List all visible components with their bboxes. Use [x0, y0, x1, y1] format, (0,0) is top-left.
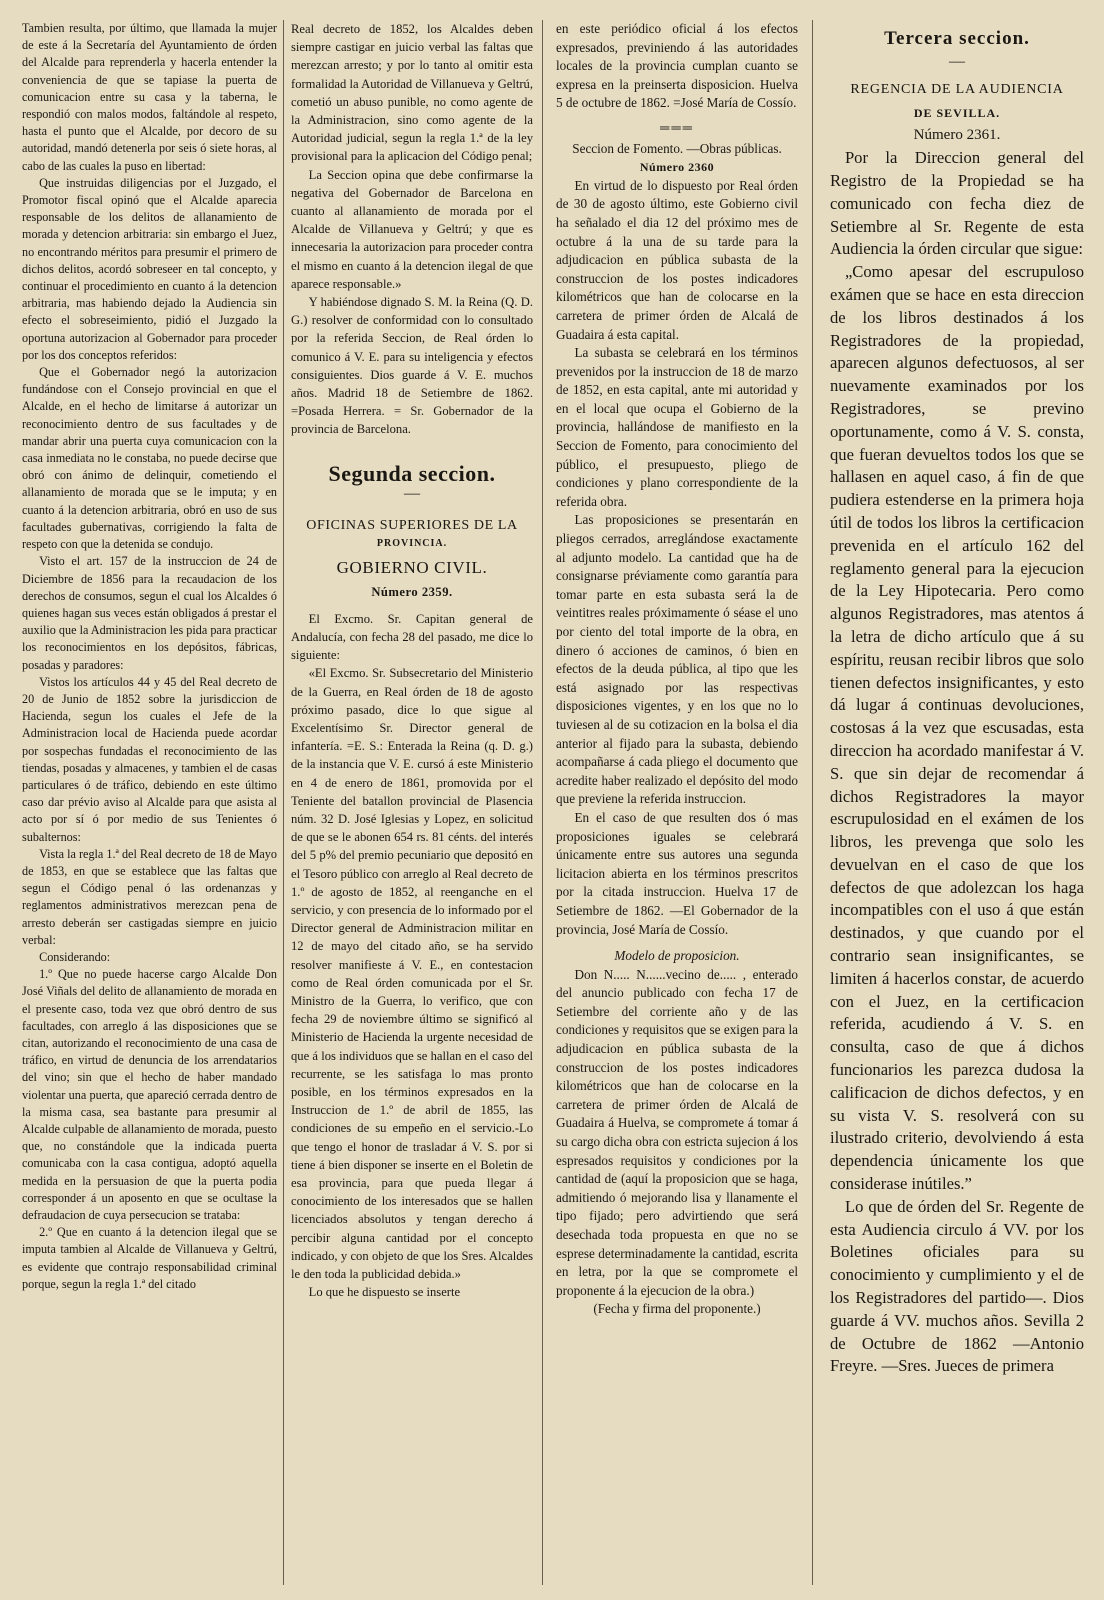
paragraph: Visto el art. 157 de la instruccion de 24 de Diciembre de 1856 para la recaudacion de los derechos de consumos, segun el cual los Alcaldes ó quienes hagan sus veces están obligados á prestar el auxilio que la Administracion les pida para practicar los reconocimientos en los depósitos, fábricas, posadas y paradores: — [22, 554, 277, 672]
column-2 — [291, 20, 533, 1585]
notice-number: Número 2361. — [913, 127, 1001, 144]
office-heading: OFICINAS SUPERIORES DE LA — [306, 517, 518, 533]
paragraph: Y habiéndose dignado S. M. la Reina (Q. D. G.) resolver de conformidad con lo consultado por la referida Seccion, de Real órden lo comunico á V. E. para su inteligencia y efectos consiguientes. Dios guarde á V. E. muchos años. Madrid 18 de Setiembre de 1862. =Posada Herrera. = Sr. Gobernador de la provincia de Barcelona. — [291, 295, 533, 437]
column-4 — [830, 20, 1084, 1585]
column-1 — [22, 20, 277, 1585]
paragraph: En virtud de lo dispuesto por Real órden de 30 de agosto último, este Gobierno civil ha señalado el dia 12 del próximo mes de octubre á la una de su tarde para la adjudicacion en pública subasta de la construccion de los postes indicadores kilométricos que han de colocarse en la carretera de primer órden de Alcalá de Guadaira á esta capital. — [556, 177, 798, 342]
paragraph: Tambien resulta, por último, que llamada la mujer de este á la Secretaría del Ayuntamiento de órden del Alcalde para reprenderla y hacerla entender la conveniencia de que se tapiase la puerta de comunicacion entre su casa y la taberna, le respondió con malos modos, faltándole al respeto, hasta el punto que el Alcalde, por decoro de su autoridad, mandó detenerla por seis ó siete horas, al cabo de las cuales la puso en libertad: — [22, 21, 277, 173]
column-divider — [283, 20, 284, 1585]
paragraph: Real decreto de 1852, los Alcaldes deben siempre castigar en juicio verbal las faltas que merezcan arresto; y por lo tanto al omitir esta formalidad la Autoridad de Villanueva y Geltrú, cometió un abuso punible, no como agente de la Administracion, sino como agente de la Autoridad judicial, segun la regla 1.ª de la ley provisional para la aplicacion del Código penal; — [291, 22, 533, 164]
paragraph: «El Excmo. Sr. Subsecretario del Ministerio de la Guerra, en Real órden de 18 de agosto próximo pasado, dice lo que sigue al Excelentísimo Sr. Director general de infantería. =E. S.: Enterada la Reina (q. D. g.) de la instancia que V. E. cursó á este Ministerio en 4 de enero de 1861, promovida por el Teniente del batallon provincial de Plasencia núm. 32 D. José Iglesias y Lopez, en solicitud de que se le abonen 654 rs. 81 cénts. del interés del 5 p% del premio pecuniario que depositó en el Tesoro público con arreglo al Real decreto de 1.º de agosto de 1852, al reenganche en el servicio, y con presencia de lo informado por el Director general de Administracion militar en 12 de mayo del citado año, se ha servido resolver manifieste á V. E., en contestacion como de Real órden comunicada por el Sr. Ministro de la Guerra, lo verifico, que con fecha 29 de noviembre último se significó al Ministerio de Hacienda la urgente necesidad de que á los individuos que se hallan en el caso del recurrente, se les satisfaga lo mas pronto posible, en los términos expresados en la Instruccion de 1.º de abril de 1855, las condiciones de su empeño en el servicio.-Lo que tengo el honor de trasladar á V. S. por si tiene á bien disponer se inserte en el Boletin de esa provincia, para que pueda llegar á conocimiento de los interesados que se hallen licenciados absolutos y tengan derecho á percibir alguna cantidad por el concepto indicado, y con objeto de que los Sres. Alcaldes le den toda la publicidad debida.» — [291, 666, 533, 1281]
paragraph: en este periódico oficial á los efectos expresados, previniendo á las autoridades locales de la provincia cumplan cuanto se expresa en la preinserta disposicion. Huelva 5 de octubre de 1862. =José María de Cossío. — [556, 21, 798, 111]
section-title: Tercera seccion. — [884, 28, 1030, 49]
paragraph: Considerando: — [39, 949, 111, 964]
province-heading: PROVINCIA. — [376, 538, 448, 550]
paragraph: Que el Gobernador negó la autorizacion fundándose con el Consejo provincial en que el Alcalde, en el hecho de limitarse á autorizar un reconocimiento dentro de sus facultades y de mandar abrir una puerta cuya comunicacion con la casa inmediata no le constaba, no puede decirse que obró con ánimo de delinquir, cometiendo el allanamiento de morada que se le imputa; y en cuanto á la detencion arbitraria, obró en uso de sus facultades gubernativas, corrigiendo la falta de respeto con que la detenida se condujo. — [22, 365, 277, 552]
notice-number: Número 2359. — [371, 585, 453, 600]
paragraph: „Como apesar del escrupuloso exámen que se hace en esta direccion de los libros destinados á los Registradores de la propiedad, aparecen algunos defectuosos, al ser nuevamente examinados por los Registradores, se previno oportunamente, como á V. S. consta, que fueran devueltos todos los que se hallasen en aquel caso, á fin de que pudiera estenderse en la primera hoja útil de todos los libros la certificacion prevenida en el artículo 162 del reglamento general para la ejecucion de la Ley Hipotecaria. Pero como algunos Registradores, mas atentos á la letra de dicho artículo que á su espíritu, reusan recibir libros que solo tienen defectos insignificantes, y esto dá lugar á continuas devoluciones, costosas á la vez que escusadas, esta direccion ha acordado manifestar á V. S. que sin dejar de recomendar á dichos Registradores la mayor escrupulosidad en el exámen de los libros, les prevenga que solo les devuelvan en el caso de que los defectos de que adolezcan los haga incompatibles con el uso á que están destinados, y que cuando por el contrario sean insignificantes, se limiten á hacerlos constar, de acuerdo con el Juez, en la certificacion referida, acudiendo á V. S. en consulta, caso de que á dichos funcionarios les parezca dudosa la calificacion de dichos defectos, y en su vista V. S. resolverá con su ilustrado criterio, devolviendo á esta dependencia únicamente los que considerase inútiles.” — [830, 262, 1084, 1194]
divider-dash: — — [404, 484, 420, 502]
paragraph: Lo que de órden del Sr. Regente de esta Audiencia circulo á VV. por los Boletines oficiales para su conocimiento y cumplimiento y el de los Registradores del partido—. Dios guarde á VV. muchos años. Sevilla 2 de Octubre de 1862 —Antonio Freyre. —Sres. Jueces de primera — [830, 1196, 1084, 1376]
paragraph: Por la Direccion general del Registro de la Propiedad se ha comunicado con fecha diez de Setiembre al Sr. Regente de esta Audiencia la órden circular que sigue: — [830, 148, 1084, 259]
paragraph: Don N..... N......vecino de..... , enterado del anuncio publicado con fecha 17 de Setiembre del corriente año y de las condiciones y requisitos que se exigen para la adjudicacion en pública subasta de la construccion de los postes indicadores kilométricos que han de colocarse en la carretera de primer órden de Alcalá de Guadaira á Huelva, se compromete á tomar á su cargo dicha obra con estricta sujecion á los espresados requisitos y condiciones por la cantidad de (aquí la proposicion que se haga, admitiendo ó mejorando lisa y llanamente el tipo fijado; pero advirtiendo que será desechada toda propuesta en que no se esprese determinadamente la cantidad, escrita en letra, por la que se compromete el proponente á la ejecucion de la obra.) — [556, 966, 798, 1298]
paragraph: La subasta se celebrará en los términos prevenidos por la instruccion de 18 de marzo de 1852, en esta capital, ante mi autoridad y en el local que ocupa el Gobierno de la provincia, hallándose de manifiesto en la Seccion de Fomento, para conocimiento del público, el presupuesto, pliego de condiciones y plano correspondiente de la referida obra. — [556, 345, 798, 509]
section-title: Segunda seccion. — [328, 460, 496, 486]
divider-dash: — — [949, 52, 965, 70]
model-title-text: Modelo de proposicion. — [614, 948, 740, 964]
paragraph: Vista la regla 1.ª del Real decreto de 18 de Mayo de 1853, en que se establece que las faltas que segun el Código penal ó las ordenanzas y reglamentos administrativos merezcan pena de arresto deberán ser castigadas siempre en juicio verbal: — [22, 846, 277, 947]
column-divider — [812, 20, 813, 1585]
notice-number: Número 2360 — [639, 160, 715, 175]
paragraph: 1.º Que no puede hacerse cargo Alcalde Don José Viñals del delito de allanamiento de morada en el presente caso, toda vez que obró dentro de sus facultades, con arreglo á las disposiciones que se citan, autorizando el reconocimiento de una casa de tráfico, en virtud de denuncia de los arrendatarios del vino; sin que el hecho de haber mandado violentar una puerta, que apareció cerrada dentro de la misma casa, sea bastante para presumir al Alcalde culpable de allanamiento de morada, puesto que, no constándole que la indicada puerta comunicaba con la casa contigua, adoptó aquella medida en la persuasion de que la puerta podia corresponder á un aposento en que se ocultase la defraudacion de cuya persecucion se trataba: — [22, 967, 277, 1223]
paragraph: Las proposiciones se presentarán en pliegos cerrados, arreglándose exactamente al adjunto modelo. La cantidad que ha de consignarse préviamente como garantía para tomar parte en esta subasta será la de veintitres reales próximamente ó séase el uno por ciento del total importe de la obra, en dinero ó acciones de caminos, ó bien en efectos de la deuda pública, al tipo que les está asignado por las respectivas disposiciones vigentes, y en los que no lo tuviesen al de su cotizacion en la bolsa el dia anterior al fijado para la subasta, debiendo acompañarse á cada pliego el documento que acredite haber realizado el depósito del modo que previene la referida instruccion. — [556, 512, 798, 807]
government-heading: GOBIERNO CIVIL. — [336, 558, 488, 578]
column-3 — [556, 20, 798, 1585]
column-divider — [542, 20, 543, 1585]
paragraph: En el caso de que resulten dos ó mas proposiciones iguales se celebrará únicamente entre sus autores una segunda licitacion abierta en los términos prescritos por la citada instruccion. Huelva 17 de Setiembre de 1862. —El Gobernador de la provincia, José María de Cossío. — [556, 809, 798, 937]
city-heading: DE SEVILLA. — [913, 105, 1001, 120]
paragraph: Vistos los artículos 44 y 45 del Real decreto de 20 de Junio de 1852 sobre la jurisdiccion de Hacienda, segun los cuales el Jefe de la Administracion local de Hacienda puede acordar por sospechas fundadas el reconocimiento de las tiendas, posadas y almacenes, y tambien el de casas particulares ó de tráfico, debiendo en este último caso dar prévio aviso al Alcalde para que asista al acto por sí ó por medio de sus Tenientes ó subalternos: — [22, 674, 277, 844]
paragraph: Que instruidas diligencias por el Juzgado, el Promotor fiscal opinó que el Alcalde aparecia responsable de los delitos de allanamiento de morada y detencion arbitraria: sin embargo el Juez, no encontrando méritos para presumir el primero de dichos delitos, acordó sobreseer en tal concepto, y continuar el procedimiento en cuanto á la detencion arbitraria, mas habiendo dejado la Audiencia sin efecto el sobreseimiento, pidió el Juzgado la oportuna autorizacion al Gobernador para proceder por los dos conceptos referidos: — [22, 175, 277, 362]
paragraph: Lo que he dispuesto se inserte — [308, 1285, 461, 1300]
section-heading: Seccion de Fomento. —Obras públicas. — [572, 140, 782, 156]
paragraph: El Excmo. Sr. Capitan general de Andalucía, con fecha 28 del pasado, me dice lo siguiente: — [291, 611, 533, 663]
signature-line: (Fecha y firma del proponente.) — [593, 1301, 761, 1317]
regency-heading: REGENCIA DE LA AUDIENCIA — [850, 81, 1064, 97]
paragraph: La Seccion opina que debe confirmarse la negativa del Gobernador de Barcelona en cuanto al allanamiento de morada por el Alcalde de Villanueva y Geltrú; y que es innecesaria la autorizacion para proceder contra el mismo en cuanto á la detencion ilegal de que aparece responsable.» — [291, 167, 533, 291]
double-rule: ═══ — [659, 119, 695, 135]
model-title — [556, 947, 798, 966]
paragraph: 2.º Que en cuanto á la detencion ilegal que se imputa tambien al Alcalde de Villanueva y Geltrú, es evidente que contrajo responsabilidad criminal porque, segun la regla 1.ª del citado — [22, 1225, 277, 1291]
